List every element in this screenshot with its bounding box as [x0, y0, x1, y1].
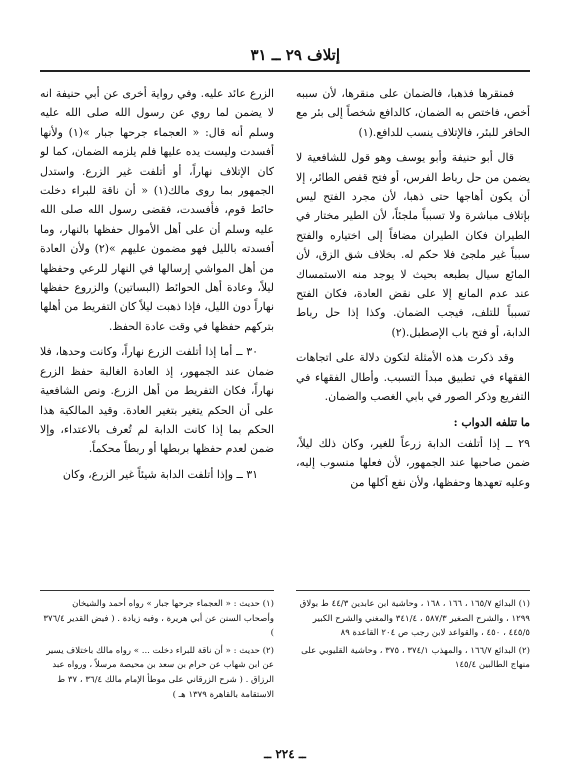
- footnotes: [40, 590, 530, 740]
- header-title: إتلاف ٢٩ ــ ٣١: [250, 46, 340, 64]
- footnote: (١) حديث : « العجماء جرحها جبار » رواه أحمد والشيخان وأصحاب السنن عن أبي هريرة ، وفيه زيادة . ( فيض القدير ٣٧٦/٤ ): [43, 599, 274, 639]
- section-heading: ما تتلفه الدواب :: [453, 415, 530, 429]
- paragraph: ٣٠ ــ أما إذا أتلفت الزرع نهاراً، وكانت وحدها، فلا ضمان عند الجمهور، إذ العادة الغالبة حفظ الزرع نهاراً، فكان التفريط من أهل الزرع. ونص الشافعية على أن الحكم يتغير بتغير العادة. وقيد المالكية هذا الحكم بما إذا كانت الدابة لم تُعرف بالاعتداء، وإلا ضمن لعدم حفظها بربطها أو ربطاً محكماً.: [40, 345, 274, 456]
- running-header: [40, 46, 530, 72]
- paragraph: قال أبو حنيفة وأبو يوسف وهو قول للشافعية لا يضمن من حل رباط الفرس، أو فتح قفص الطائر، إلا أن يكون أهاجها حتى ذهبا، لأن مجرد الفتح ليس بإتلاف مباشرة ولا تسبباً ملجئاً، لأن الطير مختار في الطيران فكان الطيران مضافاً إلى اختياره والفتح سبباً غير ملجئ فلا حكم له. بخلاف شق الزق، لأن المائع سيال بطبعه بحيث لا يوجد منه الاستمساك عند عدم المانع إلا على نقض العادة، فكان الفتح تسبباً للتلف، فيجب الضمان. وكذا إذا حل رباط الدابة، أو فتح باب الإصطبل.(٢): [296, 151, 530, 339]
- left-column: [40, 84, 274, 578]
- footnotes-right: [296, 590, 530, 740]
- paragraph: وقد ذكرت هذه الأمثلة لتكون دلالة على اتجاهات الفقهاء في تطبيق مبدأ التسبب. وأطال الفقهاء في التفريع وذكر الصور في بابي الغصب والضمان.: [296, 351, 530, 404]
- body-columns: [40, 84, 530, 578]
- footnote: (٢) حديث : « أن ناقة للبراء دخلت ... » رواه مالك باختلاف يسير عن ابن شهاب عن حرام بن سعد بن محيصة مرسلاً ، ورواه عبد الرزاق . ( شرح الزرقاني على موطأ الإمام مالك ٣٦/٤ ، ٣٧ ط الاستقامة بالقاهرة ١٣٧٩ هـ ): [46, 645, 274, 700]
- footnotes-left: [40, 590, 274, 740]
- paragraph: ٢٩ ــ إذا أتلفت الدابة زرعاً للغير، وكان ذلك ليلاً، ضمن صاحبها عند الجمهور، لأن فعلها منسوب إليه، وعليه تعهدها وحفظها، ولأن نفع أكلها من: [296, 436, 530, 489]
- footnote: (١) البدائع ١٦٥/٧ ، ١٦٦ ، ١٦٨ ، وحاشية ابن عابدين ٤٤/٣ ط بولاق ١٢٩٩ ، والشرح الصغير ٥٨٧/٣ ، ٣٤١/٤ والمغني والشرح الكبير ٤٤٥/٥ ، ٤٥٠ ، والقواعد لابن رجب ص ٢٠٤ القاعدة ٨٩: [299, 599, 530, 639]
- right-column: [296, 84, 530, 578]
- paragraph: ٣١ ــ وإذا أتلفت الدابة شيئاً غير الزرع، وكان: [62, 467, 258, 481]
- page-number: ــ ٢٢٤ ــ: [264, 747, 306, 761]
- footnote: (٢) البدائع ١٦٦/٧ ، والمهذب ٣٧٤/١ ، ٣٧٥ ، وحاشية القليوبي على منهاج الطالبين ١٤٥/٤: [301, 645, 530, 671]
- paragraph: الزرع عائد عليه. وفي رواية أخرى عن أبي حنيفة انه لا يضمن لما روي عن رسول الله صلى الله عليه وسلم أنه قال: « العجماء جرحها جبار »(١) ولأنها أفسدت وليست يده عليها فلم يلزمه الضمان، كما لو كان الإتلاف نهاراً، أو أتلفت غير الزرع. واستدل الجمهور بما روى مالك(١) « أن ناقة للبراء دخلت حائط قوم، فأفسدت، فقضى رسول الله صلى الله عليه وسلم أن على أهل الأموال حفظها بالنهار، وما أفسدته بالليل فهو مضمون عليهم »(٢) ولأن العادة من أهل المواشي إرسالها في النهار للرعي وحفظها ليلاً، وعادة أهل الحوائط (البساتين) والزروع حفظها نهاراً دون الليل، فإذا ذهبت ليلاً كان التفريط من أهلها بتركهم حفظها في وقت عادة الحفظ.: [40, 87, 274, 333]
- paragraph: فمنقرها فذهبا، فالضمان على منقرها، لأن سببه أخص، فاختص به الضمان، كالدافع شخصاً إلى بئر مع الحافر للبئر، فالإتلاف ينسب للدافع.(١): [296, 87, 530, 139]
